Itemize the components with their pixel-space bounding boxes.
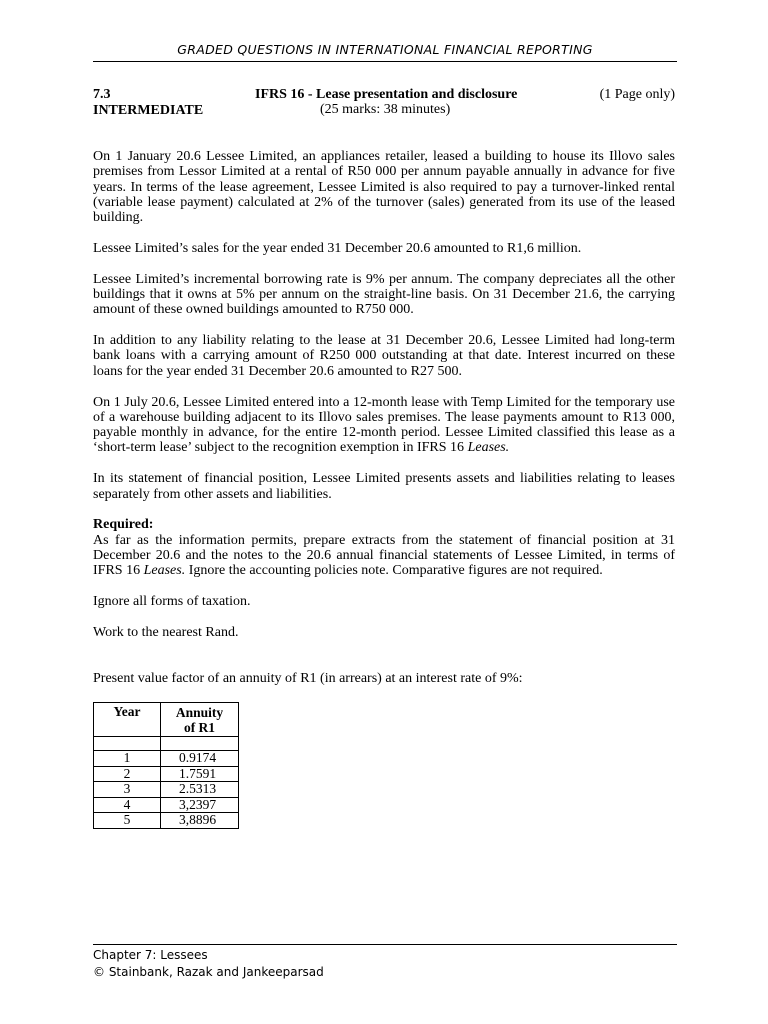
footer-chapter: Chapter 7: Lessees	[93, 948, 208, 962]
header-rule	[93, 61, 677, 62]
paragraph-presentation: In its statement of financial position, Lessee Limited presents assets and liabilities relating to leases separately from other assets and liabilities.	[93, 471, 675, 502]
instruction-rounding: Work to the nearest Rand.	[93, 624, 239, 640]
standard-name: Leases.	[467, 440, 510, 456]
factor-cell: 2.5313	[161, 782, 239, 798]
factor-cell: 3,8896	[161, 813, 239, 829]
year-cell: 2	[94, 766, 161, 782]
column-header-annuity-line1: Annuity	[175, 705, 224, 720]
required-text: As far as the information permits, prepare extracts from the statement of financial position at 31 December 20.6 and the notes to the 20.6 annual financial statements of Lessee Limited, in terms of IFRS 16	[93, 532, 675, 579]
page-limit: (1 Page only)	[599, 87, 675, 102]
column-header-annuity	[161, 703, 239, 737]
question-body	[93, 149, 675, 656]
factor-cell: 0.9174	[161, 751, 239, 767]
running-header: GRADED QUESTIONS IN INTERNATIONAL FINANCIAL REPORTING	[177, 42, 593, 57]
column-header-annuity-line2: of R1	[183, 720, 216, 735]
required-standard-name: Leases.	[143, 563, 186, 579]
factor-cell: 3,2397	[161, 797, 239, 813]
paragraph-borrowing-rate: Lessee Limited’s incremental borrowing rate is 9% per annum. The company depreciates all the other buildings that it owns at 5% per annum on the straight-line basis. On 31 December 21.6, the carrying amount of these owned buildings amounted to R750 000.	[93, 271, 675, 318]
pv-factor-table	[93, 702, 239, 829]
table-spacer-row	[94, 737, 239, 751]
question-marks: (25 marks: 38 minutes)	[320, 102, 451, 117]
paragraph-bank-loans: In addition to any liability relating to the lease at 31 December 20.6, Lessee Limited had long-term bank loans with a carrying amount of R250 000 outstanding at that date. Interest incurred on these loans for the year ended 31 December 20.6 amounted to R27 500.	[93, 333, 675, 379]
instruction-taxation: Ignore all forms of taxation.	[93, 594, 251, 610]
table-row	[94, 782, 239, 798]
year-cell: 1	[94, 751, 161, 767]
question-number: 7.3	[93, 87, 111, 102]
factor-cell: 1.7591	[161, 766, 239, 782]
table-row	[94, 813, 239, 829]
table-header-row	[94, 703, 239, 737]
required-heading: Required:	[93, 517, 154, 533]
question-level: INTERMEDIATE	[93, 103, 204, 118]
year-cell: 4	[94, 797, 161, 813]
paragraph-sales: Lessee Limited’s sales for the year ended 31 December 20.6 amounted to R1,6 million.	[93, 240, 582, 256]
footer-copyright: © Stainbank, Razak and Jankeeparsad	[93, 965, 324, 979]
paragraph-short-term-lease	[93, 395, 675, 456]
year-cell: 3	[94, 782, 161, 798]
paragraph-short-term-lease-text: On 1 July 20.6, Lessee Limited entered into a 12-month lease with Temp Limited for the temporary use of a warehouse building adjacent to its Illovo sales premises. The lease payments amount to R13 000, payable monthly in advance, for the entire 12-month period. Lessee Limited classified this lease as a ‘short-term lease’ subject to the recognition exemption in IFRS 16	[93, 394, 675, 456]
year-cell: 5	[94, 813, 161, 829]
footer-rule	[93, 944, 677, 945]
required-section	[93, 517, 675, 578]
table-row	[94, 766, 239, 782]
question-title: IFRS 16 - Lease presentation and disclosure	[255, 87, 518, 102]
required-text-tail: Ignore the accounting policies note. Comparative figures are not required.	[185, 563, 603, 579]
table-row	[94, 797, 239, 813]
pv-table-caption: Present value factor of an annuity of R1 (in arrears) at an interest rate of 9%:	[93, 671, 523, 686]
table-row	[94, 751, 239, 767]
column-header-year: Year	[94, 703, 161, 737]
paragraph-lease-terms: On 1 January 20.6 Lessee Limited, an appliances retailer, leased a building to house its Illovo sales premises from Lessor Limited at a rental of R50 000 per annum payable annually in advance for five years. In terms of the lease agreement, Lessee Limited is also required to pay a turnover-linked rental (variable lease payment) calculated at 2% of the turnover (sales) generated from its use of the leased building.	[93, 149, 675, 226]
